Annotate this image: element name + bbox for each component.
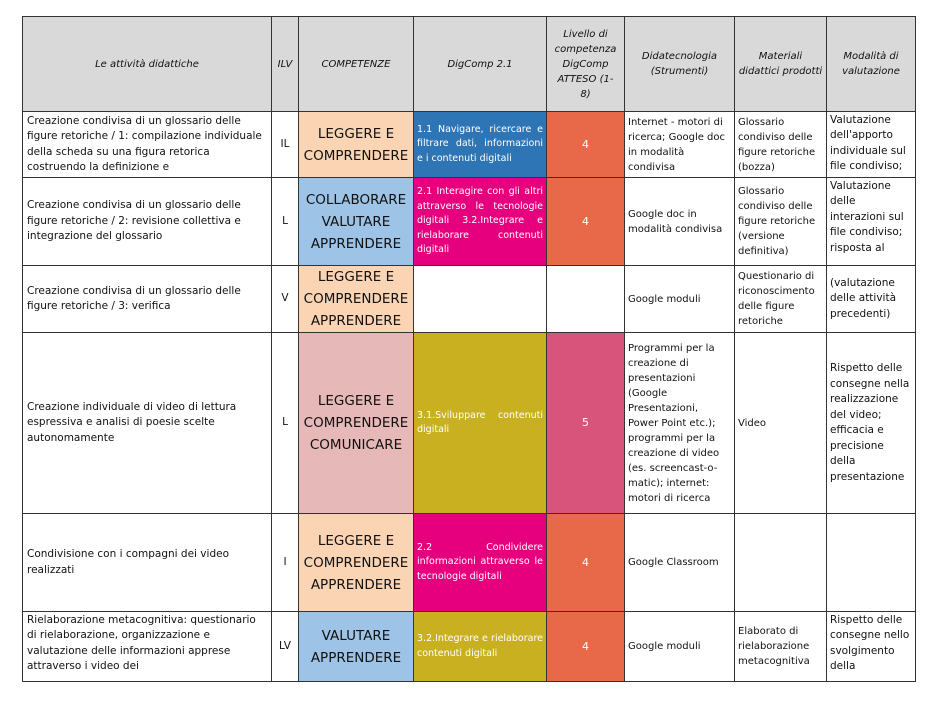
cell-ilv: IL xyxy=(272,112,299,178)
header-digcomp: DigComp 2.1 xyxy=(414,17,547,112)
cell-valutazione xyxy=(827,112,916,178)
cell-ilv: I xyxy=(272,514,299,612)
cell-valutazione: (valutazione delle attività precedenti) xyxy=(827,266,916,333)
header-row xyxy=(23,17,916,112)
valutazione-text: Valutazione delle interazioni sul file condiviso; risposta al xyxy=(830,179,904,254)
valutazione-text: Valutazione dell'apporto individuale sul file condiviso; xyxy=(830,113,906,172)
cell-strumenti: Google doc in modalità condivisa xyxy=(625,178,735,266)
cell-materiali: Video xyxy=(735,333,827,514)
table-row xyxy=(23,514,916,612)
cell-competenze: COLLABORARE VALUTARE APPRENDERE xyxy=(299,178,414,266)
cell-attivita: Creazione individuale di video di lettura espressiva e analisi di poesie scelte autonomamente xyxy=(23,333,272,514)
cell-valutazione: Rispetto delle consegne nella realizzazione del video; efficacia e precisione della presentazione xyxy=(827,333,916,514)
cell-competenze: VALUTARE APPRENDERE xyxy=(299,612,414,682)
table-row xyxy=(23,612,916,682)
cell-livello xyxy=(547,266,625,333)
cell-digcomp: 3.2.Integrare e rielaborare contenuti digitali xyxy=(414,612,547,682)
cell-digcomp: 2.1 Interagire con gli altri attraverso le tecnologie digitali 3.2.Integrare e rielaborare contenuti digitali xyxy=(414,178,547,266)
cell-materiali: Elaborato di rielaborazione metacognitiva xyxy=(735,612,827,682)
lesson-plan-table xyxy=(22,16,916,682)
cell-ilv: L xyxy=(272,178,299,266)
cell-ilv: L xyxy=(272,333,299,514)
cell-attivita: Creazione condivisa di un glossario delle figure retoriche / 2: revisione collettiva e integrazione del glossario xyxy=(23,178,272,266)
cell-livello: 5 xyxy=(547,333,625,514)
cell-strumenti: Internet - motori di ricerca; Google doc in modalità condivisa xyxy=(625,112,735,178)
cell-strumenti: Programmi per la creazione di presentazioni (Google Presentazioni, Power Point etc.); programmi per la creazione di video (es. screencast-o-matic); internet: motori di ricerca xyxy=(625,333,735,514)
cell-materiali: Glossario condiviso delle figure retoriche (versione definitiva) xyxy=(735,178,827,266)
cell-strumenti: Google Classroom xyxy=(625,514,735,612)
table-row xyxy=(23,266,916,333)
header-livello: Livello di competenza DigComp ATTESO (1-8) xyxy=(547,17,625,112)
table-row xyxy=(23,112,916,178)
cell-valutazione xyxy=(827,178,916,266)
cell-materiali: Glossario condiviso delle figure retoriche (bozza) xyxy=(735,112,827,178)
header-ilv: ILV xyxy=(272,17,299,112)
cell-competenze: LEGGERE E COMPRENDERE APPRENDERE xyxy=(299,266,414,333)
cell-livello: 4 xyxy=(547,112,625,178)
cell-competenze: LEGGERE E COMPRENDERE xyxy=(299,112,414,178)
table-row xyxy=(23,333,916,514)
cell-digcomp: 3.1.Sviluppare contenuti digitali xyxy=(414,333,547,514)
cell-livello: 4 xyxy=(547,612,625,682)
valutazione-text: Rispetto delle consegne nello svolgimento della xyxy=(830,613,910,672)
cell-valutazione xyxy=(827,514,916,612)
cell-attivita: Creazione condivisa di un glossario delle figure retoriche / 1: compilazione individuale della scheda su una figura retorica costruendo la definizione e xyxy=(23,112,272,178)
cell-digcomp: 1.1 Navigare, ricercare e filtrare dati, informazioni e i contenuti digitali xyxy=(414,112,547,178)
cell-ilv: LV xyxy=(272,612,299,682)
cell-ilv: V xyxy=(272,266,299,333)
cell-valutazione xyxy=(827,612,916,682)
header-competenze: COMPETENZE xyxy=(299,17,414,112)
cell-materiali xyxy=(735,514,827,612)
cell-strumenti: Google moduli xyxy=(625,612,735,682)
cell-attivita: Condivisione con i compagni dei video realizzati xyxy=(23,514,272,612)
header-materiali: Materiali didattici prodotti xyxy=(735,17,827,112)
header-didatecnologia: Didatecnologia (Strumenti) xyxy=(625,17,735,112)
cell-livello: 4 xyxy=(547,178,625,266)
attivita-text: Rielaborazione metacognitiva: questionario di rielaborazione, organizzazione e valutazione delle informazioni apprese attraverso i video dei xyxy=(27,613,256,672)
cell-attivita: Creazione condivisa di un glossario delle figure retoriche / 3: verifica xyxy=(23,266,272,333)
cell-livello: 4 xyxy=(547,514,625,612)
cell-strumenti: Google moduli xyxy=(625,266,735,333)
cell-attivita xyxy=(23,612,272,682)
cell-digcomp xyxy=(414,266,547,333)
cell-digcomp: 2.2 Condividere informazioni attraverso le tecnologie digitali xyxy=(414,514,547,612)
table-row xyxy=(23,178,916,266)
cell-materiali: Questionario di riconoscimento delle figure retoriche xyxy=(735,266,827,333)
cell-competenze: LEGGERE E COMPRENDERE APPRENDERE xyxy=(299,514,414,612)
header-attivita: Le attività didattiche xyxy=(23,17,272,112)
header-modalita: Modalità di valutazione xyxy=(827,17,916,112)
cell-competenze: LEGGERE E COMPRENDERE COMUNICARE xyxy=(299,333,414,514)
